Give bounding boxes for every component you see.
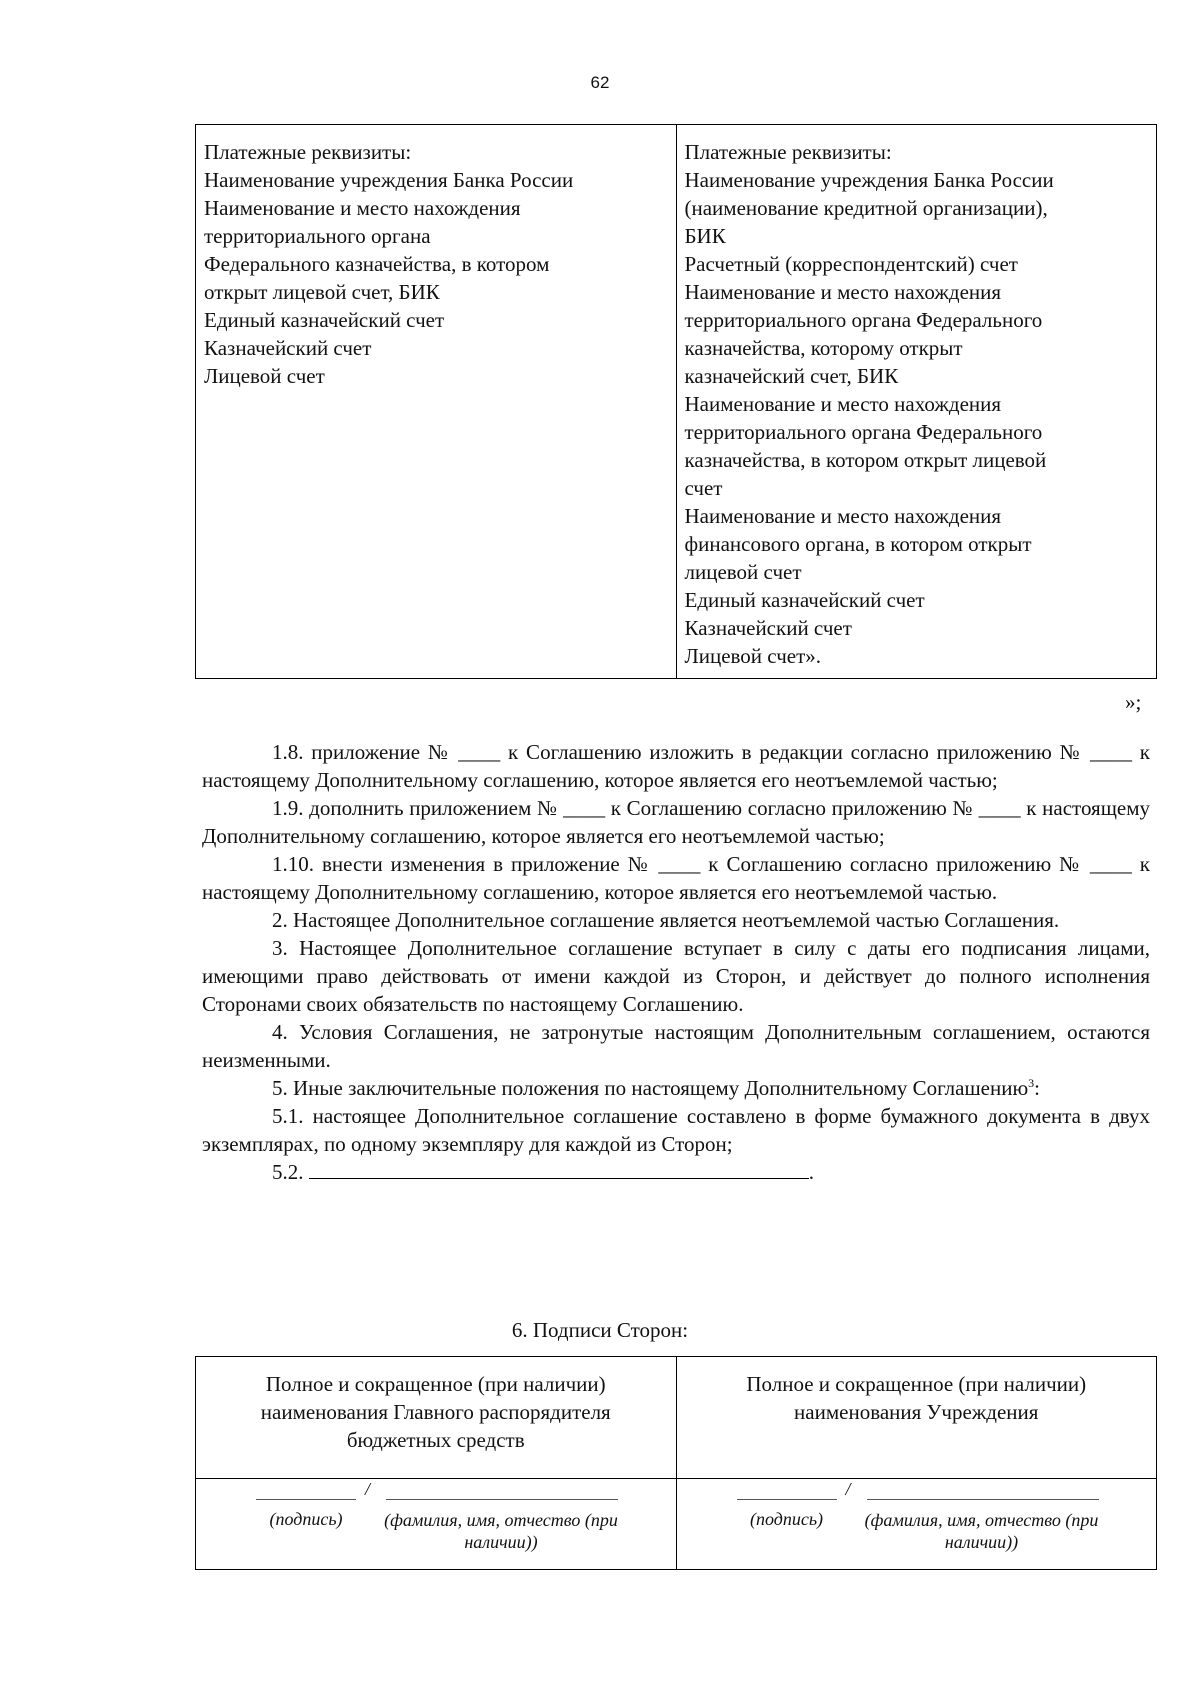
- signature-caption: (подпись): [749, 1509, 824, 1529]
- requisite-line: территориального органа: [204, 224, 431, 248]
- requisite-line: Казначейский счет: [684, 616, 852, 640]
- requisite-line: казначейства, которому открыт: [684, 336, 963, 360]
- slash-separator: /: [365, 1479, 371, 1499]
- requisite-line: территориального органа Федерального: [684, 308, 1043, 332]
- name-caption: (фамилия, имя, отчество (при наличии)): [864, 1510, 1099, 1552]
- document-body: [202, 738, 1150, 1186]
- requisite-line: Федерального казначейства, в котором: [204, 252, 550, 276]
- requisite-line: открыт лицевой счет, БИК: [204, 280, 440, 304]
- paragraph-1-10: 1.10. внести изменения в приложение № ____ к Соглашению согласно приложению № ____ к настоящему Дополнительному соглашению, которое является его неотъемлемой частью.: [202, 852, 1150, 904]
- paragraph-4: 4. Условия Соглашения, не затронутые настоящим Дополнительным соглашением, остаются неизменными.: [202, 1020, 1150, 1072]
- paragraph-1-9: 1.9. дополнить приложением № ____ к Соглашению согласно приложению № ____ к настоящему Дополнительному соглашению, которое является его неотъемлемой частью;: [202, 796, 1150, 848]
- page-number: 62: [590, 73, 610, 92]
- requisite-line: Наименование учреждения Банка России: [204, 168, 574, 192]
- left-party-header: Полное и сокращенное (при наличии) наименования Главного распорядителя бюджетных средств: [196, 1357, 677, 1479]
- requisite-line: Наименование и место нахождения: [684, 504, 1002, 528]
- requisites-left-cell: [196, 125, 677, 679]
- requisite-line: Наименование и место нахождения: [684, 392, 1002, 416]
- right-party-header: Полное и сокращенное (при наличии) наименования Учреждения: [676, 1357, 1157, 1479]
- name-caption: (фамилия, имя, отчество (при наличии)): [384, 1510, 618, 1552]
- requisite-line: БИК: [684, 224, 726, 248]
- paragraph-5-2: [202, 1158, 1150, 1186]
- requisite-line: Единый казначейский счет: [684, 588, 925, 612]
- paragraph-2: 2. Настоящее Дополнительное соглашение является неотъемлемой частью Соглашения.: [272, 908, 1060, 932]
- requisite-line: лицевой счет: [684, 560, 802, 584]
- requisite-line: Единый казначейский счет: [204, 308, 445, 332]
- left-signature-cell: [196, 1479, 677, 1570]
- requisite-line: казначейский счет, БИК: [684, 364, 899, 388]
- requisite-line: счет: [684, 476, 723, 500]
- footnote-ref: 3: [1028, 1076, 1035, 1090]
- requisite-line: казначейства, в котором открыт лицевой: [684, 448, 1047, 472]
- signatures-table: [195, 1356, 1157, 1570]
- slash-separator: /: [845, 1479, 851, 1499]
- signature-line: [737, 1499, 837, 1500]
- requisite-line: Наименование учреждения Банка России: [684, 168, 1054, 192]
- paragraph-5-1: 5.1. настоящее Дополнительное соглашение составлено в форме бумажного документа в двух экземплярах, по одному экземпляру для каждой из Сторон;: [202, 1104, 1150, 1156]
- signature-caption: (подпись): [269, 1509, 343, 1529]
- signature-line: [256, 1499, 356, 1500]
- paragraph-5-2-period: .: [808, 1160, 814, 1184]
- requisite-line: Расчетный (корреспондентский) счет: [684, 252, 1018, 276]
- requisite-line: Наименование и место нахождения: [204, 196, 521, 220]
- requisite-line: Платежные реквизиты:: [204, 140, 412, 164]
- paragraph-5-text: 5. Иные заключительные положения по настоящему Дополнительному Соглашению: [272, 1076, 1029, 1100]
- requisites-right-cell: [676, 125, 1157, 679]
- paragraph-3: 3. Настоящее Дополнительное соглашение вступает в силу с даты его подписания лицами, имеющими право действовать от имени каждой из Сторон, и действует до полного исполнения Сторонами своих обязательств по настоящему Соглашению.: [202, 936, 1150, 1016]
- requisite-line: Лицевой счет».: [684, 644, 822, 668]
- signatures-heading: 6. Подписи Сторон:: [511, 1318, 689, 1342]
- right-signature-cell: [676, 1479, 1157, 1570]
- right-signature-block: [677, 1479, 1157, 1569]
- requisite-line: территориального органа Федерального: [684, 420, 1043, 444]
- requisite-line: Лицевой счет: [204, 364, 325, 388]
- paragraph-5: [202, 1074, 1150, 1102]
- name-line: [386, 1499, 618, 1500]
- requisite-line: Наименование и место нахождения: [684, 280, 1002, 304]
- requisite-line: финансового органа, в котором открыт: [684, 532, 1032, 556]
- name-line: [867, 1499, 1099, 1500]
- requisites-table: [195, 124, 1157, 679]
- closing-quote: »;: [1125, 690, 1142, 714]
- requisite-line: Платежные реквизиты:: [684, 140, 892, 164]
- paragraph-5-colon: :: [1034, 1076, 1040, 1100]
- requisite-line: (наименование кредитной организации),: [684, 196, 1048, 220]
- requisite-line: Казначейский счет: [204, 336, 372, 360]
- fill-in-line: [309, 1158, 809, 1179]
- left-signature-block: [196, 1479, 676, 1569]
- paragraph-1-8: 1.8. приложение № ____ к Соглашению изложить в редакции согласно приложению № ____ к настоящему Дополнительному соглашению, которое является его неотъемлемой частью;: [202, 740, 1150, 792]
- paragraph-5-2-number: 5.2.: [272, 1160, 304, 1184]
